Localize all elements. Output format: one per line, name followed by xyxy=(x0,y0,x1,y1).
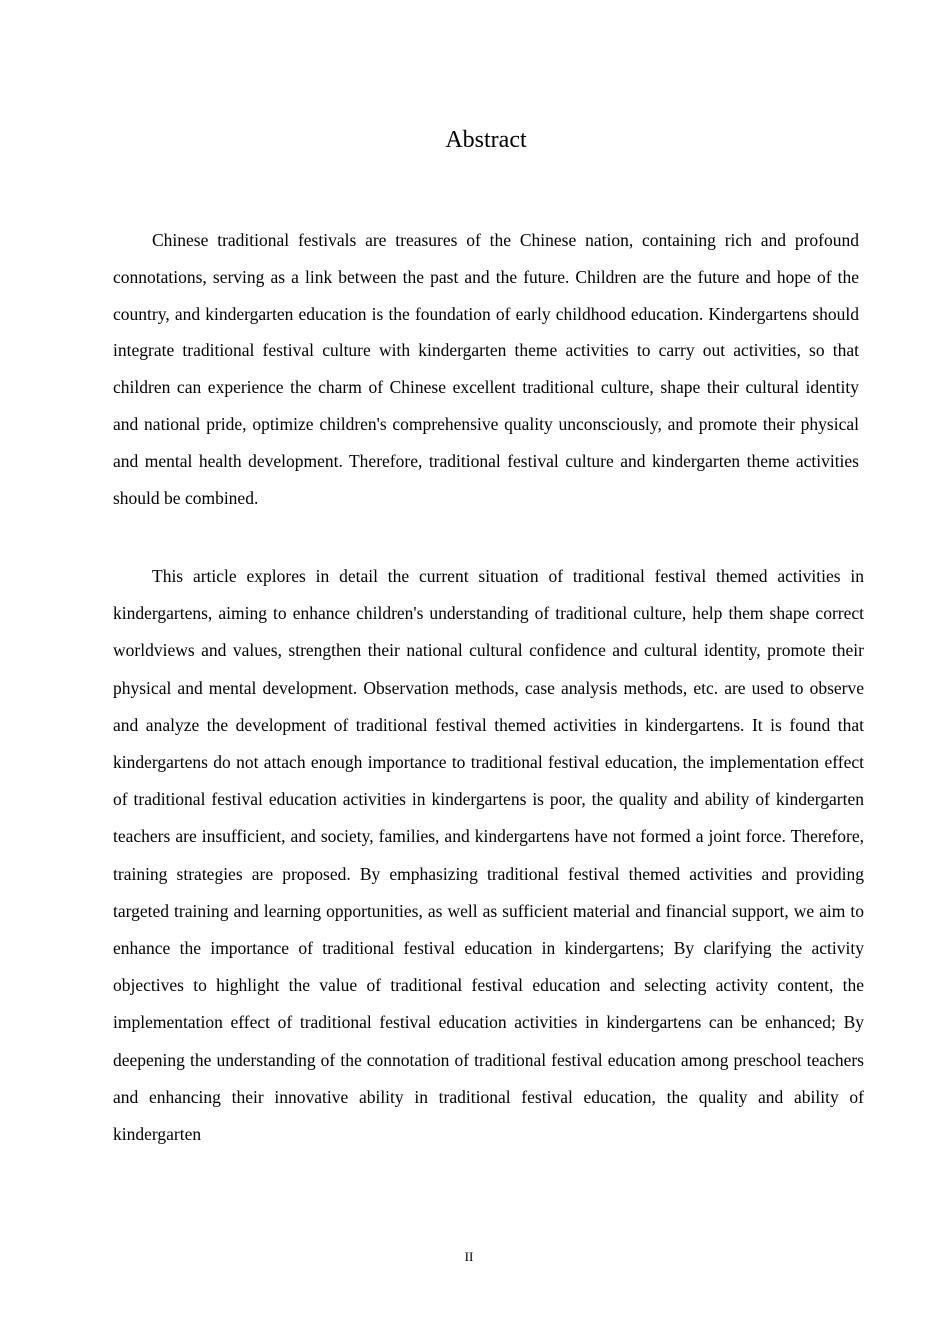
abstract-paragraph-1 xyxy=(113,222,859,516)
page-number: II xyxy=(464,1249,474,1264)
page-title: Abstract xyxy=(445,127,527,153)
abstract-paragraph-2 xyxy=(113,558,864,1153)
paragraph-text: Chinese traditional festivals are treasures of the Chinese nation, containing rich and profound connotations, serving as a link between the past and the future. Children are the future and hope of the country, and kindergarten education is the foundation of early childhood education. Kindergartens should integrate traditional festival culture with kindergarten theme activities to carry out activities, so that children can experience the charm of Chinese excellent traditional culture, shape their cultural identity and national pride, optimize children's comprehensive quality unconsciously, and promote their physical and mental health development. Therefore, traditional festival culture and kindergarten theme activities should be combined. xyxy=(113,230,859,508)
paragraph-text: This article explores in detail the current situation of traditional festival themed activities in kindergartens, aiming to enhance children's understanding of traditional culture, help them shape correct worldviews and values, strengthen their national cultural confidence and cultural identity, promote their physical and mental development. Observation methods, case analysis methods, etc. are used to observe and analyze the development of traditional festival themed activities in kindergartens. It is found that kindergartens do not attach enough importance to traditional festival education, the implementation effect of traditional festival education activities in kindergartens is poor, the quality and ability of kindergarten teachers are insufficient, and society, families, and kindergartens have not formed a joint force. Therefore, training strategies are proposed. By emphasizing traditional festival themed activities and providing targeted training and learning opportunities, as well as sufficient material and financial support, we aim to enhance the importance of traditional festival education in kindergartens; By clarifying the activity objectives to highlight the value of traditional festival education and selecting activity content, the implementation effect of traditional festival education activities in kindergartens can be enhanced; By deepening the understanding of the connotation of traditional festival education among preschool teachers and enhancing their innovative ability in traditional festival education, the quality and ability of kindergarten xyxy=(113,566,864,1145)
